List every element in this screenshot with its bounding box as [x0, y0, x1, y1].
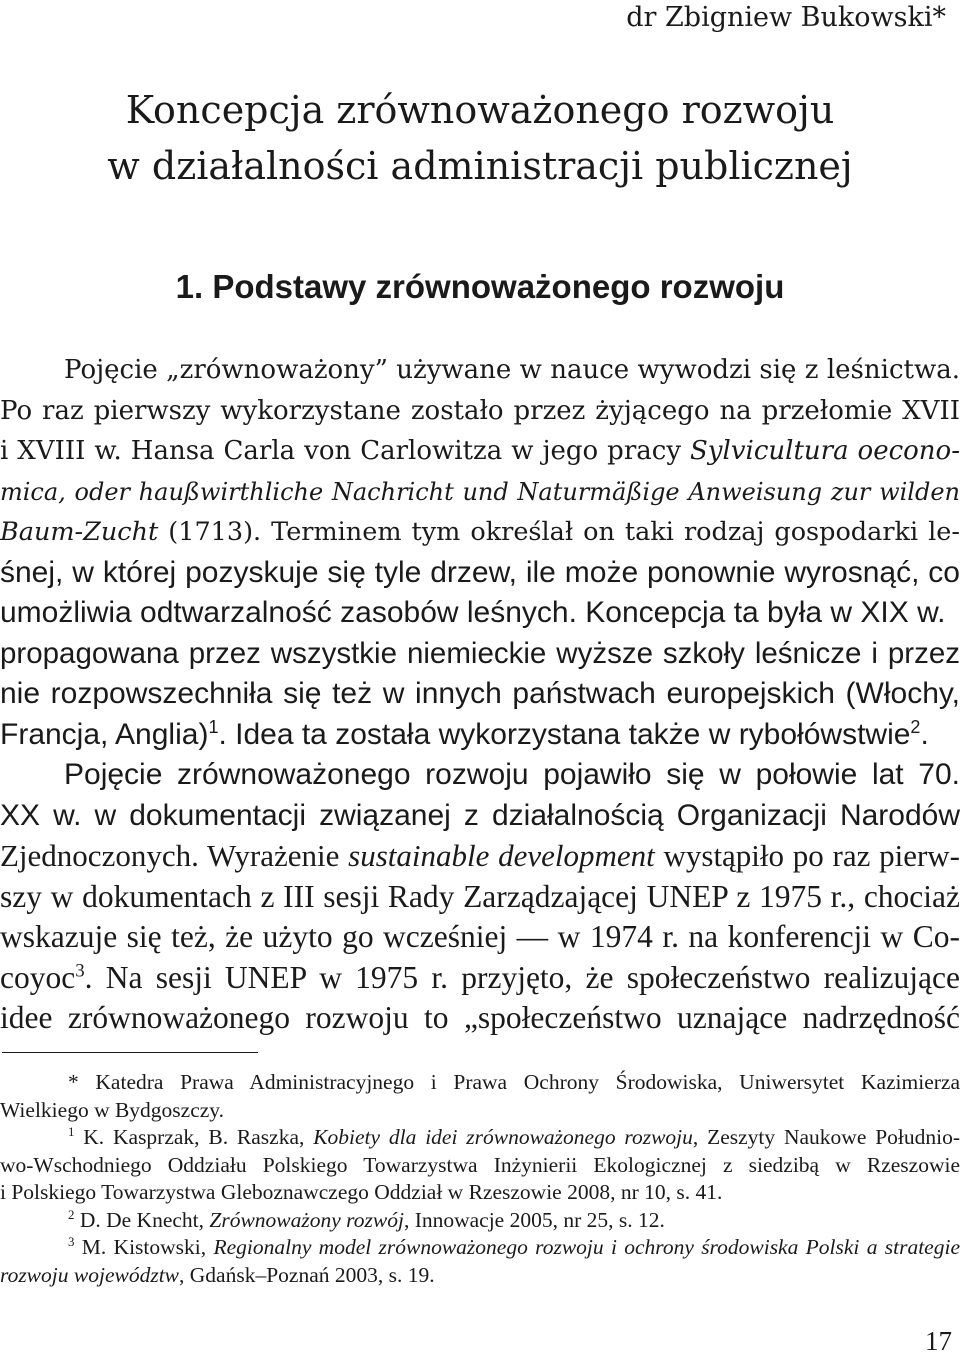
section-heading: 1. Podstawy zrównoważonego rozwoju [175, 268, 785, 305]
footnote-1-cont: i Polskiego Towarzystwa Gleboznawczego Oddział w Rzeszowie 2008, nr 10, s. 41. [0, 1180, 723, 1204]
footnote-text: D. De Knecht, [74, 1207, 210, 1232]
body-line: nie rozpowszechniła się też w innych państwach europejskich (Włochy, [0, 677, 960, 710]
body-line: Pojęcie zrównoważonego rozwoju pojawiło się w połowie lat 70. [64, 758, 960, 791]
body-line [0, 512, 960, 553]
footnote-2 [0, 1207, 960, 1235]
body-line: Pojęcie „zrównoważony” używane w nauce wywodzi się z leśnictwa. [64, 355, 960, 385]
footnote-ref[interactable]: 2 [910, 716, 921, 737]
italic-title: Sylvicultura oecono- [690, 436, 960, 466]
body-text-run: . [920, 717, 929, 751]
body-line [0, 431, 960, 472]
footnote-separator [2, 1052, 258, 1053]
body-text-run: . Na sesji UNEP w 1975 r. przyjęto, że społeczeństwo realizujące [84, 959, 960, 995]
body-text-run: i XVIII w. Hansa Carla von Carlowitza w jego pracy [0, 436, 690, 466]
body-line: szy w dokumentach z III sesji Rady Zarządzającej UNEP z 1975 r., chociaż [0, 878, 960, 914]
body-text [0, 350, 960, 1039]
footnotes [0, 1069, 960, 1289]
body-line: propagowana przez wszystkie niemieckie wyższe szkoły leśnicze i przez [0, 636, 960, 670]
body-text-run: coyoc [0, 959, 76, 995]
article-title [0, 82, 960, 194]
footnote-text: , Innowacje 2005, nr 25, s. 12. [403, 1207, 665, 1232]
italic-term: sustainable development [348, 838, 655, 873]
footnote-1-cont: wo-Wschodniego Oddziału Polskiego Towarzystwa Inżynierii Ekologicznej z siedzibą w Rzeszowie [0, 1152, 960, 1177]
footnote-1 [0, 1124, 960, 1152]
body-text-run: . Idea ta została wykorzystana także w rybołówstwie [218, 717, 911, 751]
footnote-italic: rozwoju województw [0, 1262, 180, 1287]
body-line [0, 472, 960, 513]
footnote-mark: 2 [68, 1207, 75, 1222]
title-line-1: Koncepcja zrównoważonego rozwoju [125, 88, 835, 132]
body-line [0, 958, 960, 999]
body-text-run: Zjednoczonych. Wyrażenie [0, 838, 349, 873]
italic-title: Baum-Zucht [0, 517, 159, 547]
body-line: umożliwia odtwarzalność zasobów leśnych. Koncepcja ta była w XIX w. [0, 596, 946, 629]
footnote-italic: Kobiety dla idei zrównoważonego rozwoju [313, 1125, 693, 1149]
footnote-text: , Gdańsk–Poznań 2003, s. 19. [179, 1262, 435, 1287]
body-line: XX w. w dokumentacji związanej z działalnością Organizacji Narodów [0, 798, 960, 832]
body-line [0, 836, 960, 877]
footnote-3-cont [0, 1262, 960, 1290]
footnote-ref[interactable]: 3 [75, 960, 85, 981]
footnote-3 [0, 1234, 960, 1262]
footnote-star-cont: Wielkiego w Bydgoszczy. [0, 1097, 225, 1122]
body-line: Po raz pierwszy wykorzystane zostało przez żyjącego na przełomie XVII [0, 395, 960, 426]
body-text-run: (1713). Terminem tym określał on taki rodzaj gospodarki le- [158, 517, 960, 547]
footnote-ref[interactable]: 1 [208, 716, 219, 737]
body-line: wskazuje się też, że użyto go wcześniej — w 1974 r. na konferencji w Co- [0, 919, 960, 954]
footnote-mark: 1 [68, 1124, 75, 1139]
footnote-mark: 3 [68, 1234, 75, 1249]
footnote-italic: Zrównoważony rozwój [209, 1207, 404, 1232]
body-line: idee zrównoważonego rozwoju to „społeczeństwo uznające nadrzędność [0, 1000, 960, 1035]
body-line: śnej, w której pozyskuje się tyle drzew, ile może ponownie wyrosnąć, co [0, 555, 960, 589]
body-line [0, 715, 960, 756]
footnote-italic: Regionalny model zrównoważonego rozwoju i ochrony środowiska Polski a strategie [213, 1235, 960, 1259]
italic-title: mica, oder haußwirthliche Nachricht und Naturmäßige Anweisung zur wilden [0, 477, 960, 506]
title-line-2: w działalności administracji publicznej [107, 144, 853, 188]
footnote-text: K. Kasprzak, B. Raszka, [74, 1125, 314, 1149]
footnote-text: , Zeszyty Naukowe Południo- [692, 1125, 960, 1149]
author-name: dr Zbigniew Bukowski* [626, 2, 946, 33]
body-text-run: wystąpiło po raz pierw- [654, 838, 960, 873]
footnote-star: * Katedra Prawa Administracyjnego i Prawa Ochrony Środowiska, Uniwersytet Kazimierza [68, 1070, 960, 1094]
footnote-text: M. Kistowski, [74, 1235, 214, 1259]
page-number: 17 [925, 1326, 952, 1356]
body-text-run: Francja, Anglia) [0, 717, 209, 751]
